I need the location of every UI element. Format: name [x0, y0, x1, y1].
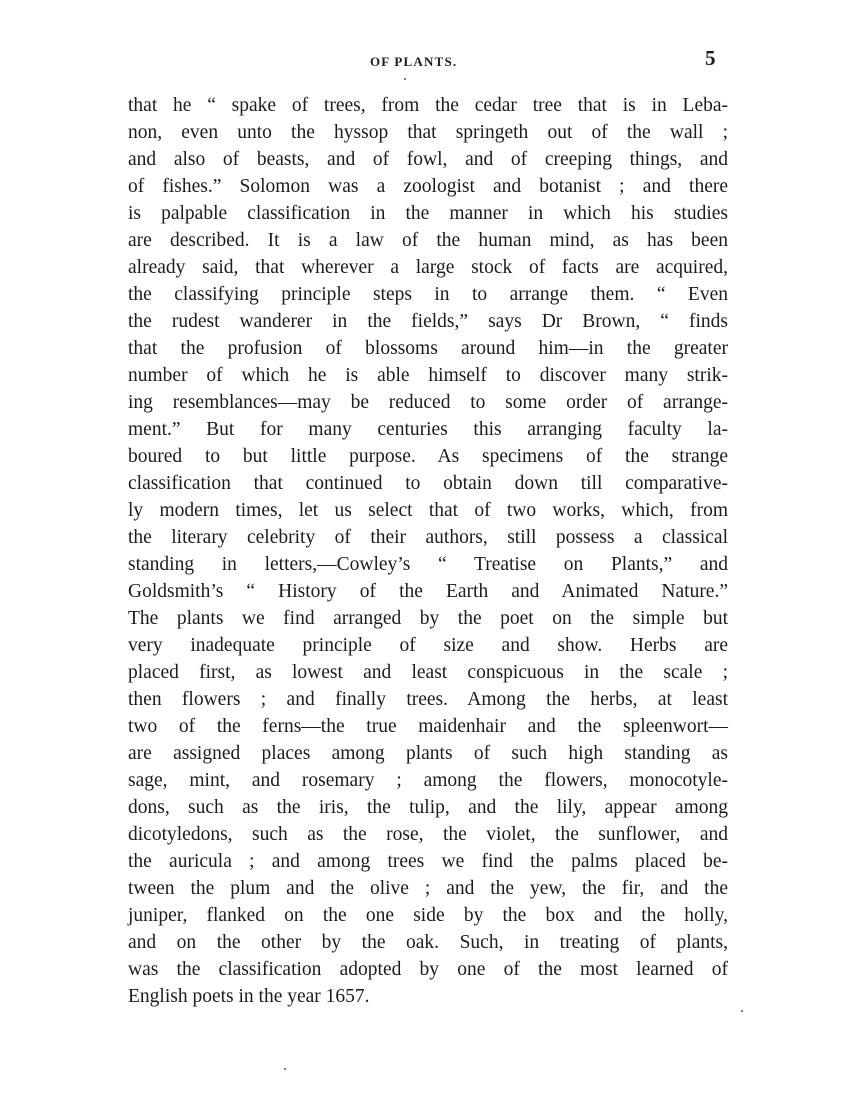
- text-line: is palpable classification in the manner in which his studies: [128, 203, 728, 224]
- text-line: Goldsmith’s “ History of the Earth and Animated Nature.”: [128, 581, 728, 602]
- text-line: ment.” But for many centuries this arranging faculty la-: [128, 419, 728, 440]
- text-line: boured to but little purpose. As specimens of the strange: [128, 446, 728, 467]
- text-line: classification that continued to obtain down till comparative-: [128, 473, 728, 494]
- text-line: The plants we find arranged by the poet on the simple but: [128, 608, 728, 629]
- text-line: that he “ spake of trees, from the cedar tree that is in Leba-: [128, 95, 728, 116]
- text-line: the literary celebrity of their authors, still possess a classical: [128, 527, 728, 548]
- text-line: two of the ferns—the true maidenhair and the spleenwort—: [128, 716, 728, 737]
- text-line: very inadequate principle of size and show. Herbs are: [128, 635, 728, 656]
- text-line: ing resemblances—may be reduced to some order of arrange-: [128, 392, 728, 413]
- print-speck: [404, 78, 406, 80]
- text-line: the auricula ; and among trees we find the palms placed be-: [128, 851, 728, 872]
- text-line: then flowers ; and finally trees. Among the herbs, at least: [128, 689, 728, 710]
- text-line: number of which he is able himself to discover many strik-: [128, 365, 728, 386]
- text-line: are assigned places among plants of such high standing as: [128, 743, 728, 764]
- text-line: already said, that wherever a large stock of facts are acquired,: [128, 257, 728, 278]
- text-line: standing in letters,—Cowley’s “ Treatise on Plants,” and: [128, 554, 728, 575]
- text-line: dicotyledons, such as the rose, the violet, the sunflower, and: [128, 824, 728, 845]
- text-line: and on the other by the oak. Such, in treating of plants,: [128, 932, 728, 953]
- text-line: sage, mint, and rosemary ; among the flowers, monocotyle-: [128, 770, 728, 791]
- text-line: of fishes.” Solomon was a zoologist and botanist ; and there: [128, 176, 728, 197]
- text-line: ly modern times, let us select that of two works, which, from: [128, 500, 728, 521]
- text-line: are described. It is a law of the human mind, as has been: [128, 230, 728, 251]
- print-speck: [741, 1010, 743, 1012]
- text-line: that the profusion of blossoms around him—in the greater: [128, 338, 728, 359]
- text-line: was the classification adopted by one of the most learned of: [128, 959, 728, 980]
- running-head: [0, 46, 850, 74]
- text-line: dons, such as the iris, the tulip, and the lily, appear among: [128, 797, 728, 818]
- text-line: the classifying principle steps in to arrange them. “ Even: [128, 284, 728, 305]
- text-line: placed first, as lowest and least conspicuous in the scale ;: [128, 662, 728, 683]
- text-line: and also of beasts, and of fowl, and of creeping things, and: [128, 149, 728, 170]
- text-line: tween the plum and the olive ; and the yew, the fir, and the: [128, 878, 728, 899]
- text-line: non, even unto the hyssop that springeth out of the wall ;: [128, 122, 728, 143]
- running-title: OF PLANTS.: [370, 54, 458, 69]
- text-line: English poets in the year 1657.: [128, 986, 370, 1007]
- body-paragraph: [128, 92, 728, 1010]
- text-line: juniper, flanked on the one side by the box and the holly,: [128, 905, 728, 926]
- print-speck: [284, 1068, 286, 1070]
- text-line: the rudest wanderer in the fields,” says Dr Brown, “ finds: [128, 311, 728, 332]
- page-number: 5: [705, 46, 716, 70]
